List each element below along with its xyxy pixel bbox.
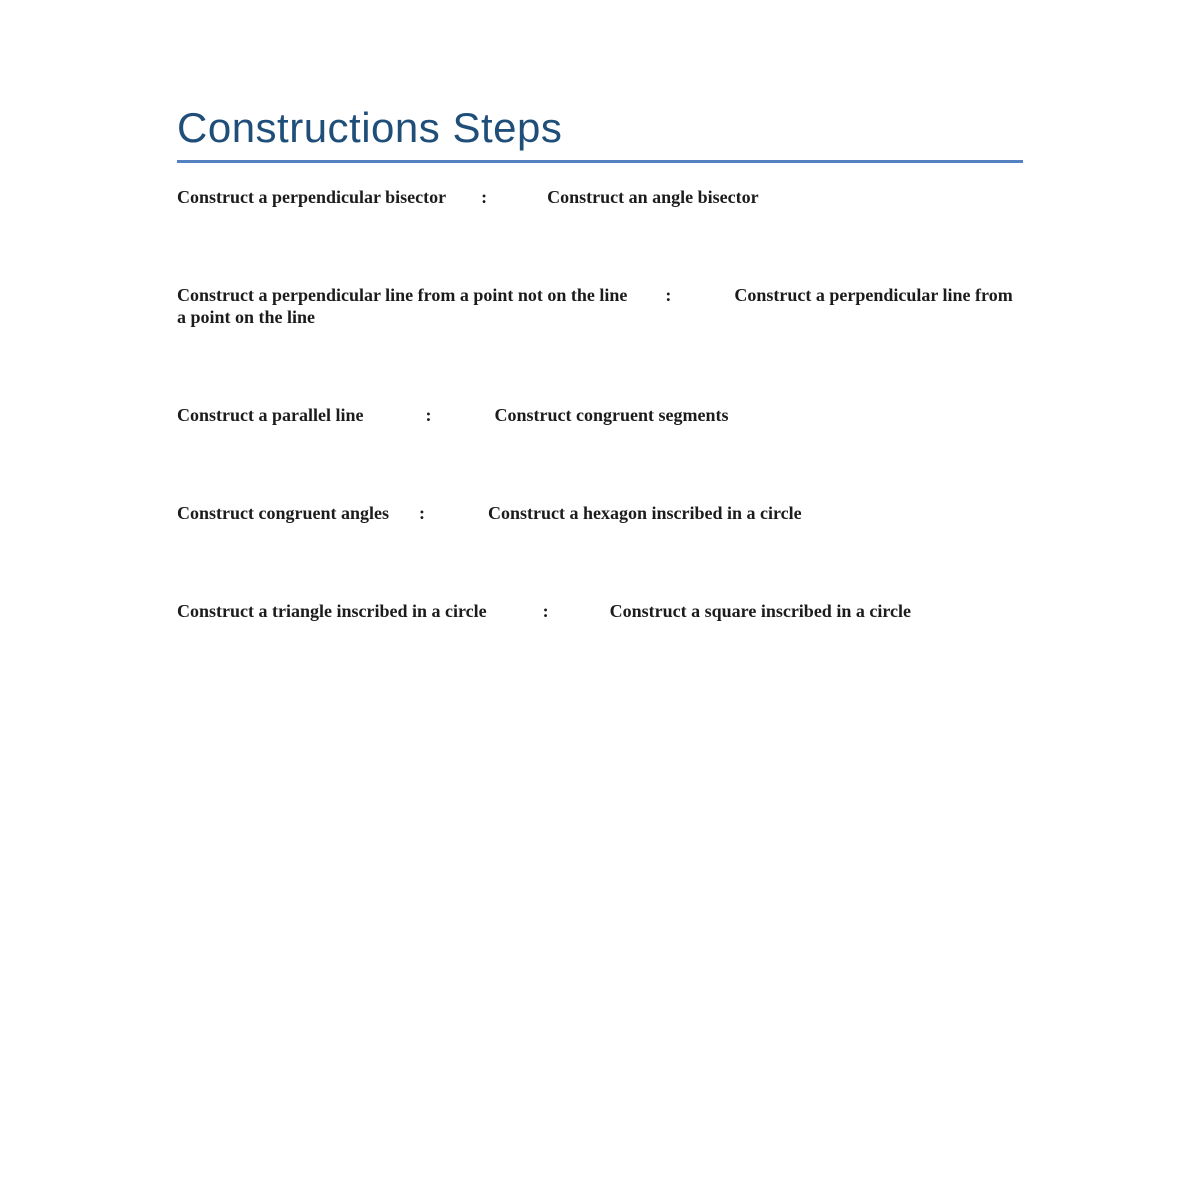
tab-gap xyxy=(487,616,543,617)
page-content xyxy=(177,104,1023,698)
tab-gap xyxy=(549,616,610,617)
tab-gap xyxy=(389,518,419,519)
colon-separator: : xyxy=(425,405,432,425)
tab-gap xyxy=(487,202,547,203)
construction-name-right: Construct a hexagon inscribed in a circle xyxy=(488,503,802,523)
tab-gap xyxy=(627,300,665,301)
tab-gap xyxy=(671,300,734,301)
colon-separator: : xyxy=(419,503,425,523)
tab-gap xyxy=(432,420,495,421)
construction-name-right: Construct a perpendicular line from a point on the line xyxy=(177,285,1013,327)
construction-name-right: Construct congruent segments xyxy=(494,405,729,425)
colon-separator: : xyxy=(665,285,672,305)
construction-name-right: Construct an angle bisector xyxy=(547,187,759,207)
construction-name-left: Construct a perpendicular bisector xyxy=(177,187,447,207)
tab-gap xyxy=(364,420,426,421)
page-title: Constructions Steps xyxy=(177,104,1023,163)
tab-gap xyxy=(446,202,481,203)
construction-pair-row xyxy=(177,284,1023,328)
construction-pair-row xyxy=(177,600,1023,622)
colon-separator: : xyxy=(481,187,488,207)
construction-name-left: Construct a perpendicular line from a point not on the line xyxy=(177,285,628,305)
construction-name-left: Construct a triangle inscribed in a circle xyxy=(177,601,487,621)
colon-separator: : xyxy=(542,601,549,621)
tab-gap xyxy=(425,518,488,519)
construction-pair-row xyxy=(177,404,1023,426)
construction-name-right: Construct a square inscribed in a circle xyxy=(609,601,911,621)
construction-pair-row xyxy=(177,502,1023,524)
construction-name-left: Construct congruent angles xyxy=(177,503,389,523)
construction-pair-row xyxy=(177,186,1023,208)
construction-name-left: Construct a parallel line xyxy=(177,405,364,425)
